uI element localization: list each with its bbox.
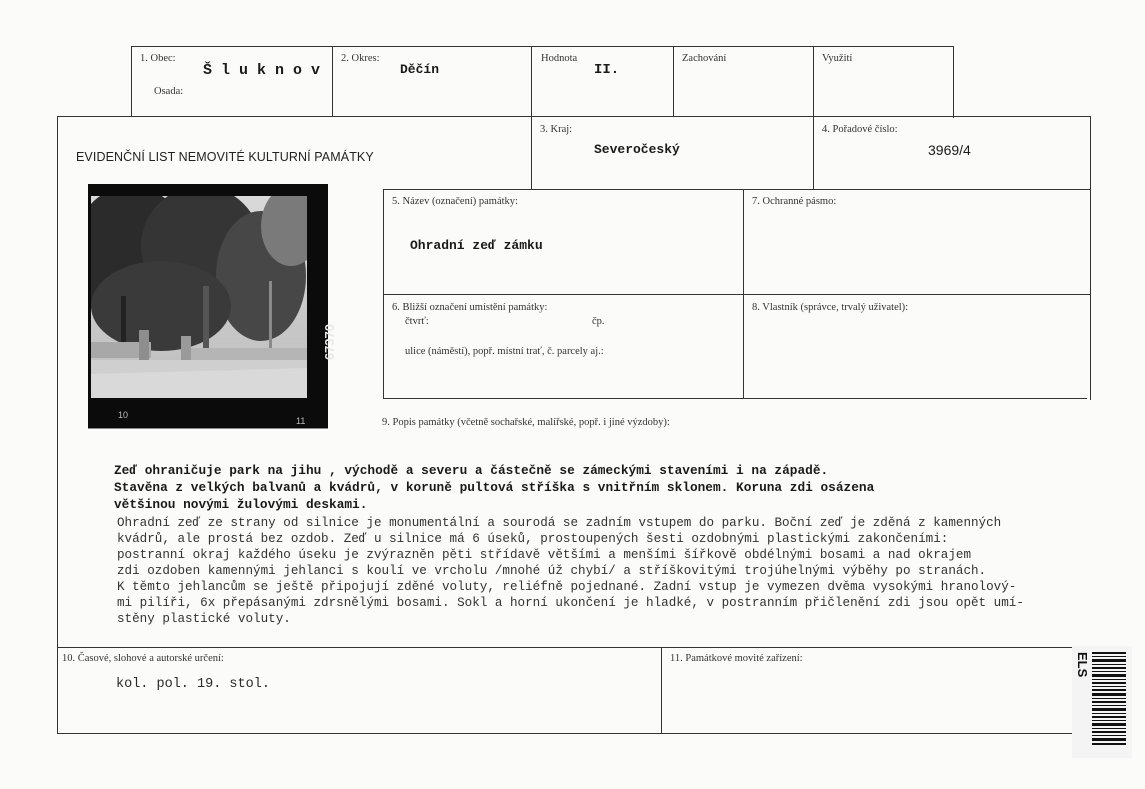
poradove-value: 3969/4: [928, 142, 971, 158]
vlastnik-label: 8. Vlastník (správce, trvalý uživatel):: [752, 302, 909, 313]
cp-label: čp.: [592, 316, 605, 327]
nazev-value: Ohradní zeď zámku: [410, 238, 543, 253]
popis-bold-line-2: Stavěna z velkých balvanů a kvádrů, v koruně pultová stříška s vnitřním sklonem. Koruna zdi osázena: [114, 480, 875, 495]
popis-bold-line-1: Zeď ohraničuje park na jihu , východě a severu a částečně se zámeckými staveními i na západě.: [114, 463, 829, 478]
hodnota-label: Hodnota: [541, 53, 578, 64]
popis-bold-line-3: většinou novými žulovými deskami.: [114, 497, 368, 512]
zachovani-label: Zachování: [682, 53, 727, 64]
photo-image: [91, 196, 307, 398]
casove-label: 10. Časové, slohové a autorské určení:: [62, 653, 224, 664]
ctvrt-label: čtvrť:: [405, 316, 429, 327]
kraj-value: Severočeský: [594, 142, 680, 157]
ochranne-label: 7. Ochranné pásmo:: [752, 196, 837, 207]
barcode-text: ELS: [1075, 652, 1090, 678]
form-title: EVIDENČNÍ LIST NEMOVITÉ KULTURNÍ PAMÁTKY: [76, 150, 374, 164]
film-number-left: 10: [118, 410, 129, 420]
barcode-label: [1072, 646, 1132, 758]
photo-code: 67370: [322, 324, 337, 361]
popis-line-7: stěny plastické voluty.: [117, 612, 291, 626]
nazev-label: 5. Název (označení) památky:: [392, 196, 518, 207]
vyuziti-label: Využití: [822, 53, 853, 64]
kraj-label: 3. Kraj:: [540, 124, 573, 135]
hodnota-value: II.: [594, 62, 620, 78]
popis-line-4: zdi ozdoben kamennými jehlanci s koulí ve vrcholu /mnohé úž chybí/ a stříškovitými trojúhelnými výběhy po stranách.: [117, 564, 987, 578]
obec-value: Š l u k n o v: [203, 62, 321, 79]
popis-line-2: kvádrů, ale prostá bez ozdob. Zeď u silnice má 6 úseků, prostoupených šesti ozdobnými plastickými zakončeními:: [117, 532, 949, 546]
osada-label: Osada:: [154, 86, 184, 97]
popis-label: 9. Popis památky (včetně sochařské, malířské, popř. i jiné výzdoby):: [382, 417, 670, 428]
popis-line-3: postranní okraj každého úseku je zvýrazněn pěti střídavě většími a menšími šířkově obdélnými bosami a nad okrajem: [117, 548, 971, 562]
blizsi-label: 6. Bližší označení umístění památky:: [392, 302, 548, 313]
popis-line-6: mi pilíři, 6x přepásanými zdrsnělými bosami. Sokl a horní ukončení je hladké, v postranním přičlenění zdi jsou opět umí-: [117, 596, 1024, 610]
monument-photo: [88, 184, 337, 428]
okres-value: Děčín: [400, 62, 440, 77]
popis-line-1: Ohradní zeď ze strany od silnice je monumentální a sourodá se zadním vstupem do parku. Boční zeď je zděná z kamenných: [117, 516, 1002, 530]
okres-label: 2. Okres:: [341, 53, 380, 64]
movite-label: 11. Památkové movité zařízení:: [670, 653, 803, 664]
casove-value: kol. pol. 19. stol.: [116, 677, 270, 692]
ulice-label: ulice (náměstí), popř. místní trať, č. parcely aj.:: [405, 346, 604, 357]
barcode-icon: [1092, 652, 1126, 746]
poradove-label: 4. Pořadové číslo:: [822, 124, 898, 135]
popis-line-5: K těmto jehlancům se ještě připojují zděné voluty, reliéfně pojednané. Zadní vstup je vymezen dvěma vysokými hranolový-: [117, 580, 1017, 594]
obec-label: 1. Obec:: [140, 53, 176, 64]
film-number-right: 11: [296, 416, 306, 426]
